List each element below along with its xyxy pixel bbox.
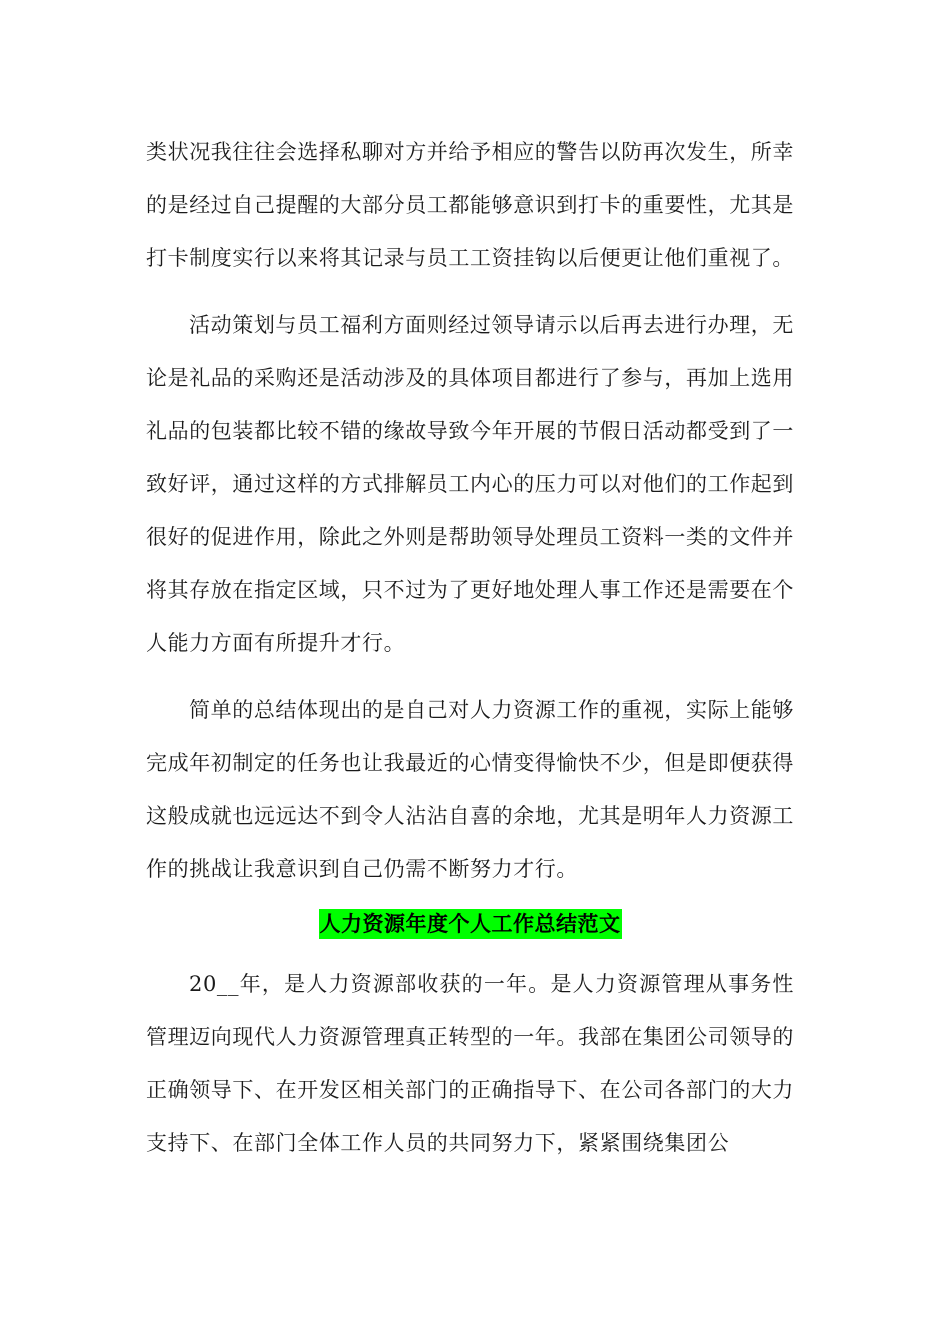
section-heading-container [146, 904, 794, 948]
paragraph-annual-review: 20__年，是人力资源部收获的一年。是人力资源管理从事务性管理迈向现代人力资源管理真正转型的一年。我部在集团公司领导的正确领导下、在开发区相关部门的正确指导下、在公司各部门的大力支持下、在部门全体工作人员的共同努力下，紧紧围绕集团公 [146, 972, 794, 1155]
paragraph-attendance: 类状况我往往会选择私聊对方并给予相应的警告以防再次发生，所幸的是经过自己提醒的大部分员工都能够意识到打卡的重要性，尤其是打卡制度实行以来将其记录与员工工资挂钩以后便更让他们重视了。 [146, 140, 794, 270]
paragraph-spacer [146, 285, 794, 299]
paragraph-summary: 简单的总结体现出的是自己对人力资源工作的重视，实际上能够完成年初制定的任务也让我最近的心情变得愉快不少，但是即便获得这般成就也远远达不到令人沾沾自喜的余地，尤其是明年人力资源工作的挑战让我意识到自己仍需不断努力才行。 [146, 698, 794, 881]
paragraph-spacer [146, 670, 794, 684]
document-page [146, 126, 794, 1170]
section-heading: 人力资源年度个人工作总结范文 [319, 909, 622, 939]
paragraph-activities-welfare: 活动策划与员工福利方面则经过领导请示以后再去进行办理，无论是礼品的采购还是活动涉及的具体项目都进行了参与，再加上选用礼品的包装都比较不错的缘故导致今年开展的节假日活动都受到了一致好评，通过这样的方式排解员工内心的压力可以对他们的工作起到很好的促进作用，除此之外则是帮助领导处理员工资料一类的文件并将其存放在指定区域，只不过为了更好地处理人事工作还是需要在个人能力方面有所提升才行。 [146, 313, 794, 655]
